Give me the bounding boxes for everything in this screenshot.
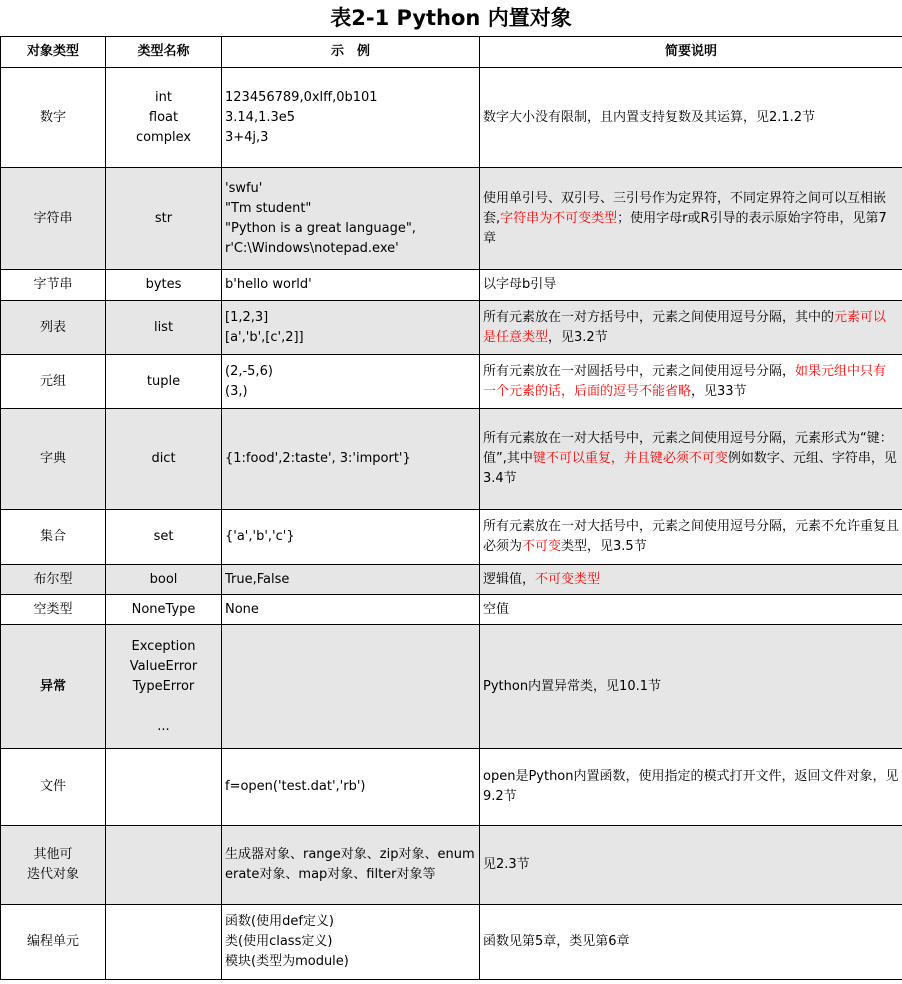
- description-highlight: 字符串为不可变类型: [500, 210, 618, 226]
- cell-example: [222, 270, 480, 301]
- example-text: f=open('test.dat','rb'): [225, 779, 366, 794]
- description-segment: 逻辑值，: [483, 571, 536, 587]
- description-segment: Python内置异常类，见10.1节: [483, 678, 662, 694]
- example-text: 123456789,0xlff,0b101: [225, 89, 378, 105]
- description-segment: 数字大小没有限制，且内置支持复数及其运算，见2.1.2节: [483, 109, 816, 125]
- type-name-text: bytes: [145, 277, 182, 292]
- cell-example: [222, 595, 480, 625]
- type-name-text: float: [148, 109, 179, 125]
- object-type-text: 字符串: [33, 210, 73, 226]
- cell-type-name: [106, 625, 222, 749]
- example-text: 3+4j,3: [225, 129, 269, 145]
- description-highlight: 键不可以重复，并且键必须不可变: [532, 451, 728, 466]
- cell-object-type: [1, 625, 106, 749]
- object-type-text: 字节串: [33, 277, 73, 292]
- cell-description: [480, 168, 902, 270]
- type-name-text: str: [154, 210, 173, 226]
- cell-description: [480, 595, 902, 625]
- example-text: r'C:\Windows\notepad.exe': [225, 240, 399, 256]
- table-row: [1, 68, 902, 168]
- cell-type-name: [106, 168, 222, 270]
- description-segment: 函数见第5章，类见第6章: [483, 934, 630, 949]
- description-segment: 空值: [483, 601, 510, 617]
- example-text: 3.14,1.3e5: [225, 109, 296, 125]
- table-title: 表2-1 Python 内置对象: [330, 6, 572, 30]
- description-text: [483, 600, 899, 620]
- cell-object-type: [1, 826, 106, 905]
- cell-object-type: [1, 905, 106, 980]
- example-text: 模块(类型为module): [225, 954, 349, 969]
- cell-object-type: [1, 355, 106, 409]
- description-segment: 见2.3节: [483, 857, 530, 872]
- description-segment: ；使用字母r或R引导的表示原始字符串，见第7章: [483, 210, 887, 246]
- cell-type-name: [106, 905, 222, 980]
- cell-object-type: [1, 409, 106, 510]
- cell-object-type: [1, 301, 106, 355]
- object-type-text: 异常: [39, 678, 66, 694]
- example-text: 函数(使用def定义): [225, 914, 334, 929]
- type-name-text: TypeError: [132, 678, 195, 694]
- object-type-text: 布尔型: [33, 571, 73, 587]
- cell-description: [480, 409, 902, 510]
- cell-example: [222, 905, 480, 980]
- cell-object-type: [1, 595, 106, 625]
- cell-description: [480, 68, 902, 168]
- type-name-text: int: [155, 89, 172, 105]
- cell-type-name: [106, 409, 222, 510]
- cell-example: [222, 565, 480, 595]
- cell-object-type: [1, 510, 106, 565]
- description-highlight: 元素可以是任意类型: [483, 309, 887, 345]
- table-row: [1, 595, 902, 625]
- example-text: (3,): [225, 383, 248, 399]
- example-text: 类(使用class定义): [225, 934, 333, 949]
- type-name-text: [109, 697, 218, 717]
- description-highlight: 不可变类型: [535, 571, 601, 587]
- type-name-text: complex: [135, 129, 192, 145]
- object-type-text: 编程单元: [26, 934, 79, 949]
- description-text: [483, 189, 899, 249]
- type-name-text: Exception: [131, 638, 196, 654]
- description-segment: 例如数字、元组、字符串，见3.4节: [483, 451, 897, 486]
- description-text: [483, 767, 899, 807]
- type-name-text: NoneType: [131, 601, 196, 617]
- cell-description: [480, 510, 902, 565]
- cell-description: [480, 905, 902, 980]
- description-segment: 以字母b引导: [483, 277, 557, 292]
- example-text: {'a','b','c'}: [225, 529, 295, 544]
- description-text: [483, 570, 899, 590]
- cell-description: [480, 625, 902, 749]
- description-segment: 所有元素放在一对方括号中，元素之间使用逗号分隔，其中的: [483, 309, 835, 325]
- cell-type-name: [106, 595, 222, 625]
- description-text: [483, 362, 899, 402]
- cell-object-type: [1, 270, 106, 301]
- example-text: {1:food',2:taste', 3:'import'}: [225, 451, 411, 466]
- description-text: [483, 429, 899, 489]
- cell-type-name: [106, 270, 222, 301]
- type-name-text: dict: [151, 451, 176, 466]
- table-row: [1, 301, 902, 355]
- object-type-text: 字典: [39, 451, 66, 466]
- description-segment: ，见3.2节: [548, 329, 608, 345]
- builtin-objects-table: [0, 36, 902, 980]
- cell-type-name: [106, 510, 222, 565]
- cell-example: [222, 510, 480, 565]
- cell-example: [222, 826, 480, 905]
- example-text: None: [225, 601, 259, 617]
- example-text: True,False: [225, 571, 290, 587]
- cell-object-type: [1, 68, 106, 168]
- header-type-name: 类型名称: [106, 37, 222, 68]
- cell-description: [480, 749, 902, 826]
- table-row: [1, 510, 902, 565]
- cell-object-type: [1, 749, 106, 826]
- cell-object-type: [1, 168, 106, 270]
- description-segment: 所有元素放在一对大括号中，元素之间使用逗号分隔，元素不允许重复且必须为: [483, 519, 900, 554]
- cell-example: [222, 68, 480, 168]
- cell-type-name: [106, 749, 222, 826]
- type-name-text: bool: [149, 571, 178, 587]
- type-name-text: ValueError: [129, 658, 198, 674]
- example-text: 生成器对象、range对象、zip对象、enumerate对象、map对象、filter对象等: [225, 847, 475, 882]
- description-text: [483, 108, 899, 128]
- description-segment: 类型，见3.5节: [561, 539, 647, 554]
- type-name-text: list: [153, 319, 174, 335]
- table-row: [1, 565, 902, 595]
- type-name-text: set: [153, 529, 174, 544]
- cell-description: [480, 355, 902, 409]
- cell-example: [222, 749, 480, 826]
- cell-description: [480, 270, 902, 301]
- object-type-text: 列表: [39, 319, 66, 335]
- description-segment: 所有元素放在一对圆括号中，元素之间使用逗号分隔，: [483, 363, 796, 379]
- description-text: [483, 308, 899, 348]
- type-name-text: ...: [157, 718, 170, 734]
- description-text: [483, 932, 899, 952]
- header-description: 简要说明: [480, 37, 902, 68]
- example-text: 'swfu': [225, 180, 263, 196]
- example-text: [a','b',[c',2]]: [225, 329, 304, 345]
- header-object-type: 对象类型: [1, 37, 106, 68]
- object-type-text: 文件: [39, 779, 66, 794]
- cell-type-name: [106, 826, 222, 905]
- cell-description: [480, 301, 902, 355]
- example-text: "Python is a great language",: [225, 220, 416, 236]
- example-text: [1,2,3]: [225, 309, 269, 325]
- example-text: b'hello world': [225, 277, 312, 292]
- cell-type-name: [106, 301, 222, 355]
- header-example: 示 例: [222, 37, 480, 68]
- type-name-text: tuple: [146, 373, 181, 389]
- description-text: [483, 517, 899, 557]
- description-segment: 所有元素放在一对大括号中，元素之间使用逗号分隔，元素形式为“键：值”,其中: [483, 431, 893, 466]
- cell-type-name: [106, 68, 222, 168]
- object-type-text: 数字: [39, 109, 66, 125]
- description-highlight: 如果元组中只有一个元素的话，后面的逗号不能省略: [483, 363, 887, 399]
- description-text: [483, 677, 899, 697]
- description-text: [483, 275, 899, 295]
- cell-example: [222, 625, 480, 749]
- table-row: [1, 355, 902, 409]
- table-row: [1, 168, 902, 270]
- example-text: "Tm student": [225, 200, 312, 216]
- example-text: (2,-5,6): [225, 363, 273, 379]
- description-highlight: 不可变: [522, 539, 562, 554]
- object-type-text: 集合: [39, 529, 66, 544]
- cell-example: [222, 409, 480, 510]
- table-row: [1, 826, 902, 905]
- object-type-text: 空类型: [33, 601, 73, 617]
- cell-type-name: [106, 355, 222, 409]
- cell-description: [480, 826, 902, 905]
- object-type-text: 元组: [39, 373, 66, 389]
- object-type-text: 迭代对象: [26, 867, 79, 882]
- cell-example: [222, 301, 480, 355]
- table-row: [1, 270, 902, 301]
- table-row: [1, 625, 902, 749]
- table-row: [1, 905, 902, 980]
- cell-example: [222, 355, 480, 409]
- description-text: [483, 855, 899, 875]
- cell-example: [222, 168, 480, 270]
- cell-object-type: [1, 565, 106, 595]
- cell-description: [480, 565, 902, 595]
- object-type-text: 其他可: [33, 847, 73, 862]
- description-segment: ，见33节: [691, 383, 747, 399]
- table-row: [1, 749, 902, 826]
- table-header-row: [1, 37, 902, 68]
- table-row: [1, 409, 902, 510]
- description-segment: open是Python内置函数，使用指定的模式打开文件，返回文件对象，见9.2节: [483, 769, 899, 804]
- description-segment: 使用单引号、双引号、三引号作为定界符，不同定界符之间可以互相嵌套,: [483, 190, 887, 226]
- cell-type-name: [106, 565, 222, 595]
